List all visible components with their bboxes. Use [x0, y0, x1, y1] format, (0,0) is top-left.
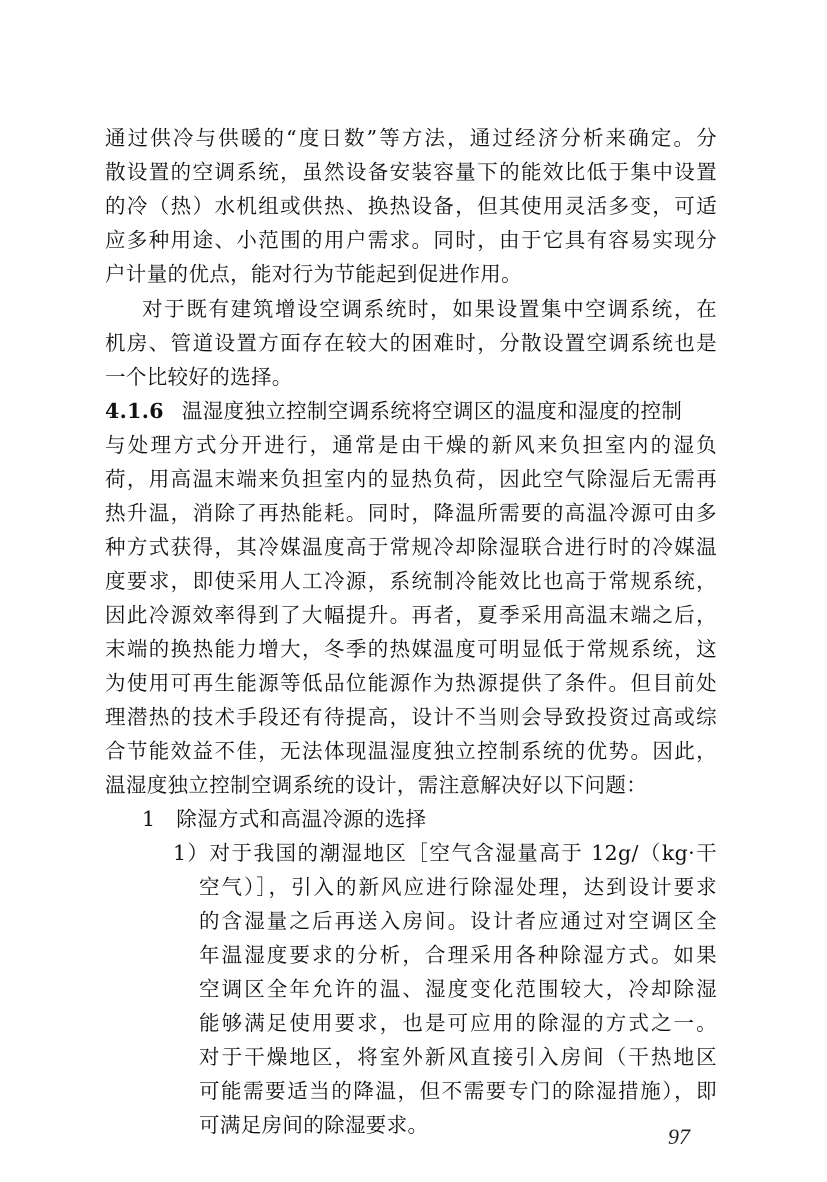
subitem-line: 可能需要适当的降温，但不需要专门的除湿措施），即: [199, 1079, 717, 1103]
subitem-line: 空气）］，引入的新风应进行除湿处理，达到设计要求: [199, 875, 717, 899]
paragraph-line: 种方式获得，其冷媒温度高于常规冷却除湿联合进行时的冷媒温: [105, 535, 717, 559]
paragraph-line: 对于既有建筑增设空调系统时，如果设置集中空调系统，在: [142, 297, 717, 321]
paragraph-line: 的冷（热）水机组或供热、换热设备，但其使用灵活多变，可适: [105, 194, 717, 218]
page-number: 97: [668, 1124, 690, 1149]
paragraph-line: 理潜热的技术手段还有待提高，设计不当则会导致投资过高或综: [105, 705, 717, 729]
paragraph-line: 散设置的空调系统，虽然设备安装容量下的能效比低于集中设置: [105, 160, 717, 184]
subitem-line: 的含湿量之后再送入房间。设计者应通过对空调区全: [199, 909, 717, 933]
item-heading: 1 除湿方式和高温冷源的选择: [142, 807, 427, 831]
paragraph-line: 温湿度独立控制空调系统的设计，需注意解决好以下问题：: [105, 773, 648, 797]
paragraph-line: 户计量的优点，能对行为节能起到促进作用。: [105, 262, 522, 286]
subitem-line: 可满足房间的除湿要求。: [199, 1113, 429, 1137]
paragraph-line: 因此冷源效率得到了大幅提升。再者，夏季采用高温末端之后，: [105, 603, 717, 627]
subitem-line: 对于干燥地区，将室外新风直接引入房间（干热地区: [199, 1045, 717, 1069]
paragraph-line: 通过供冷与供暖的“度日数”等方法，通过经济分析来确定。分: [105, 126, 717, 150]
clause-number: 4.1.6: [105, 399, 164, 423]
paragraph-line: 热升温，消除了再热能耗。同时，降温所需要的高温冷源可由多: [105, 501, 717, 525]
paragraph-line: 一个比较好的选择。: [105, 365, 293, 389]
subitem-line: 空调区全年允许的温、湿度变化范围较大，冷却除湿: [199, 977, 717, 1001]
paragraph-line: 末端的换热能力增大，冬季的热媒温度可明显低于常规系统，这: [105, 637, 717, 661]
paragraph-line: 为使用可再生能源等低品位能源作为热源提供了条件。但目前处: [105, 671, 717, 695]
paragraph-line: 度要求，即使采用人工冷源，系统制冷能效比也高于常规系统，: [105, 569, 717, 593]
clause-text: 温湿度独立控制空调系统将空调区的温度和湿度的控制: [181, 399, 683, 423]
paragraph-line: 机房、管道设置方面存在较大的困难时，分散设置空调系统也是: [105, 331, 717, 355]
subitem-line: 年温湿度要求的分析，合理采用各种除湿方式。如果: [199, 943, 717, 967]
paragraph-line: 与处理方式分开进行，通常是由干燥的新风来负担室内的湿负: [105, 433, 717, 457]
subitem-line: 能够满足使用要求，也是可应用的除湿的方式之一。: [199, 1011, 717, 1035]
subitem-line: 1）对于我国的潮湿地区［空气含湿量高于 12g/（kg·干: [173, 841, 717, 865]
paragraph-line: 荷，用高温末端来负担室内的显热负荷，因此空气除湿后无需再: [105, 467, 717, 491]
clause-heading-line: [105, 394, 717, 428]
paragraph-line: 合节能效益不佳，无法体现温湿度独立控制系统的优势。因此，: [105, 739, 717, 763]
paragraph-line: 应多种用途、小范围的用户需求。同时，由于它具有容易实现分: [105, 228, 717, 252]
